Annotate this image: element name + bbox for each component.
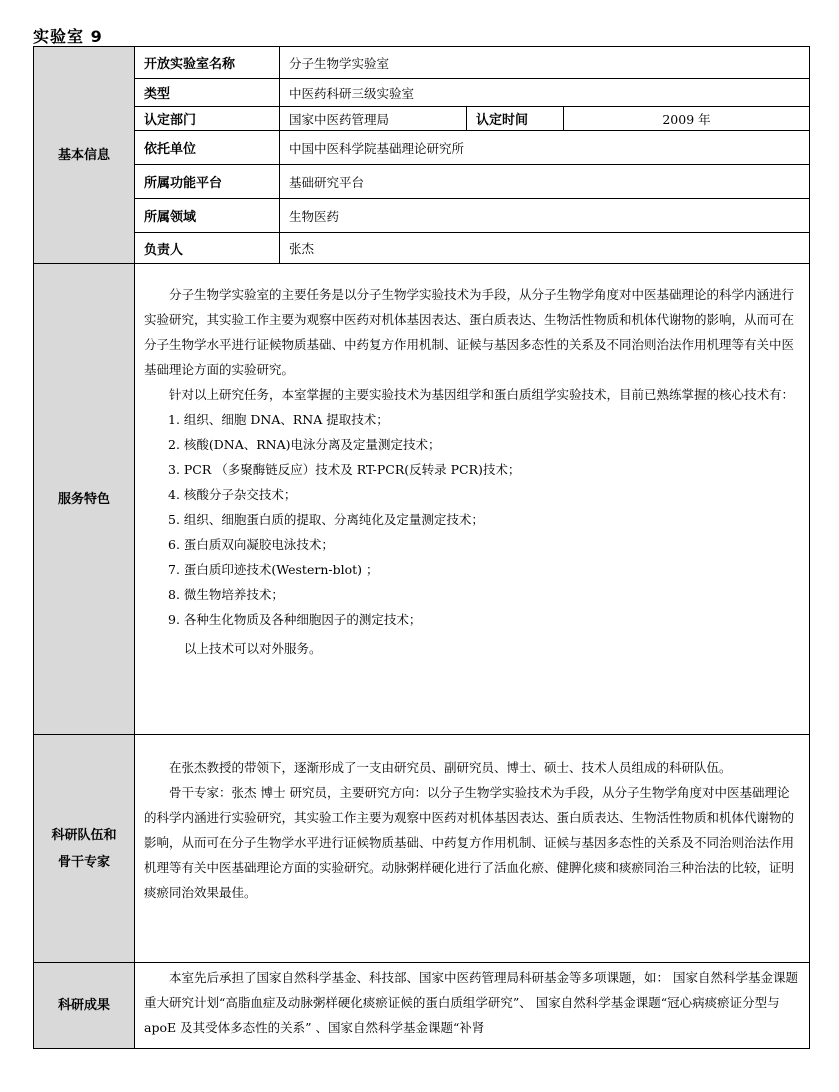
- field-value-host-unit: 中国中医科学院基础理论研究所: [280, 131, 810, 165]
- list-item: 7. 蛋白质印迹技术(Western-blot) ；: [168, 562, 379, 577]
- field-value-leader: 张杰: [280, 233, 810, 264]
- field-value-date: 2009 年: [564, 107, 810, 131]
- page-title: 实验室 9: [33, 27, 103, 46]
- list-item: 5. 组织、细胞蛋白质的提取、分离纯化及定量测定技术；: [168, 512, 484, 527]
- field-label-platform: 所属功能平台: [135, 165, 280, 199]
- field-label-lab-name: 开放实验室名称: [135, 47, 280, 79]
- field-value-platform: 基础研究平台: [280, 165, 810, 199]
- field-label-date: 认定时间: [467, 107, 564, 131]
- section-label-basic: 基本信息: [34, 47, 135, 264]
- list-item: 2. 核酸(DNA、RNA)电泳分离及定量测定技术；: [168, 437, 441, 452]
- service-paragraph: 针对以上研究任务，本室掌握的主要实验技术为基因组学和蛋白质组学实验技术，目前已熟练掌握的核心技术有：: [169, 387, 795, 402]
- section-label-team-line: 骨干专家: [57, 854, 110, 870]
- list-item: 3. PCR （多聚酶链反应）技术及 RT-PCR(反转录 PCR)技术；: [168, 462, 521, 477]
- team-paragraph: 在张杰教授的带领下，逐渐形成了一支由研究员、副研究员、博士、硕士、技术人员组成的科研队伍。: [169, 760, 732, 775]
- field-value-department: 国家中医药管理局: [280, 107, 467, 131]
- field-label-leader: 负责人: [135, 233, 280, 264]
- list-item: 1. 组织、细胞 DNA、RNA 提取技术；: [168, 412, 389, 427]
- field-label-domain: 所属领域: [135, 199, 280, 233]
- team-paragraph: 骨干专家：张杰 博士 研究员，主要研究方向：以分子生物学实验技术为手段，从分子生物学角度对中医基础理论的科学内涵进行实验研究，其实验工作主要为观察中医药对机体基因表达、蛋白质表达、生物活性物质和机体代谢物的影响，从而可在分子生物学水平进行证候物质基础、中药复方作用机制、证候与基因多态性的关系及不同治则治法作用机理等有关中医基础理论方面的实验研究。动脉粥样硬化进行了活血化瘀、健脾化痰和痰瘀同治三种治法的比较，证明痰瘀同治效果最佳。: [144, 785, 795, 900]
- lab-info-table: [33, 46, 810, 1049]
- section-label-team: [34, 735, 135, 963]
- service-closing: 以上技术可以对外服务。: [184, 641, 322, 656]
- service-paragraph: 分子生物学实验室的主要任务是以分子生物学实验技术为手段，从分子生物学角度对中医基础理论的科学内涵进行实验研究，其实验工作主要为观察中医药对机体基因表达、蛋白质表达、生物活性物质和机体代谢物的影响，从而可在分子生物学水平进行证候物质基础、中药复方作用机制、证候与基因多态性的关系及不同治则治法作用机理等有关中医基础理论方面的实验研究。: [144, 287, 795, 377]
- list-item: 9. 各种生化物质及各种细胞因子的测定技术；: [168, 612, 422, 627]
- technique-list: [144, 407, 800, 632]
- field-value-lab-name: 分子生物学实验室: [280, 47, 810, 79]
- service-content: [135, 264, 810, 735]
- list-item: 8. 微生物培养技术；: [168, 587, 284, 602]
- field-label-department: 认定部门: [135, 107, 280, 131]
- results-content: [135, 963, 810, 1049]
- field-label-type: 类型: [135, 79, 280, 107]
- field-label-host-unit: 依托单位: [135, 131, 280, 165]
- list-item: 4. 核酸分子杂交技术；: [168, 487, 297, 502]
- field-value-domain: 生物医药: [280, 199, 810, 233]
- list-item: 6. 蛋白质双向凝胶电泳技术；: [168, 537, 334, 552]
- results-paragraph: 本室先后承担了国家自然科学基金、科技部、国家中医药管理局科研基金等多项课题，如： 国家自然科学基金课题重大研究计划“高脂血症及动脉粥样硬化痰瘀证候的蛋白质组学研究”、 国家自然科学基金课题“冠心病痰瘀证分型与 apoE 及其受体多态性的关系” 、国家自然科学基金课题“补肾: [144, 970, 798, 1035]
- section-label-service: 服务特色: [34, 264, 135, 735]
- field-value-type: 中医药科研三级实验室: [280, 79, 810, 107]
- team-content: [135, 735, 810, 963]
- section-label-team-line: 科研队伍和: [51, 827, 117, 843]
- section-label-results: 科研成果: [34, 963, 135, 1049]
